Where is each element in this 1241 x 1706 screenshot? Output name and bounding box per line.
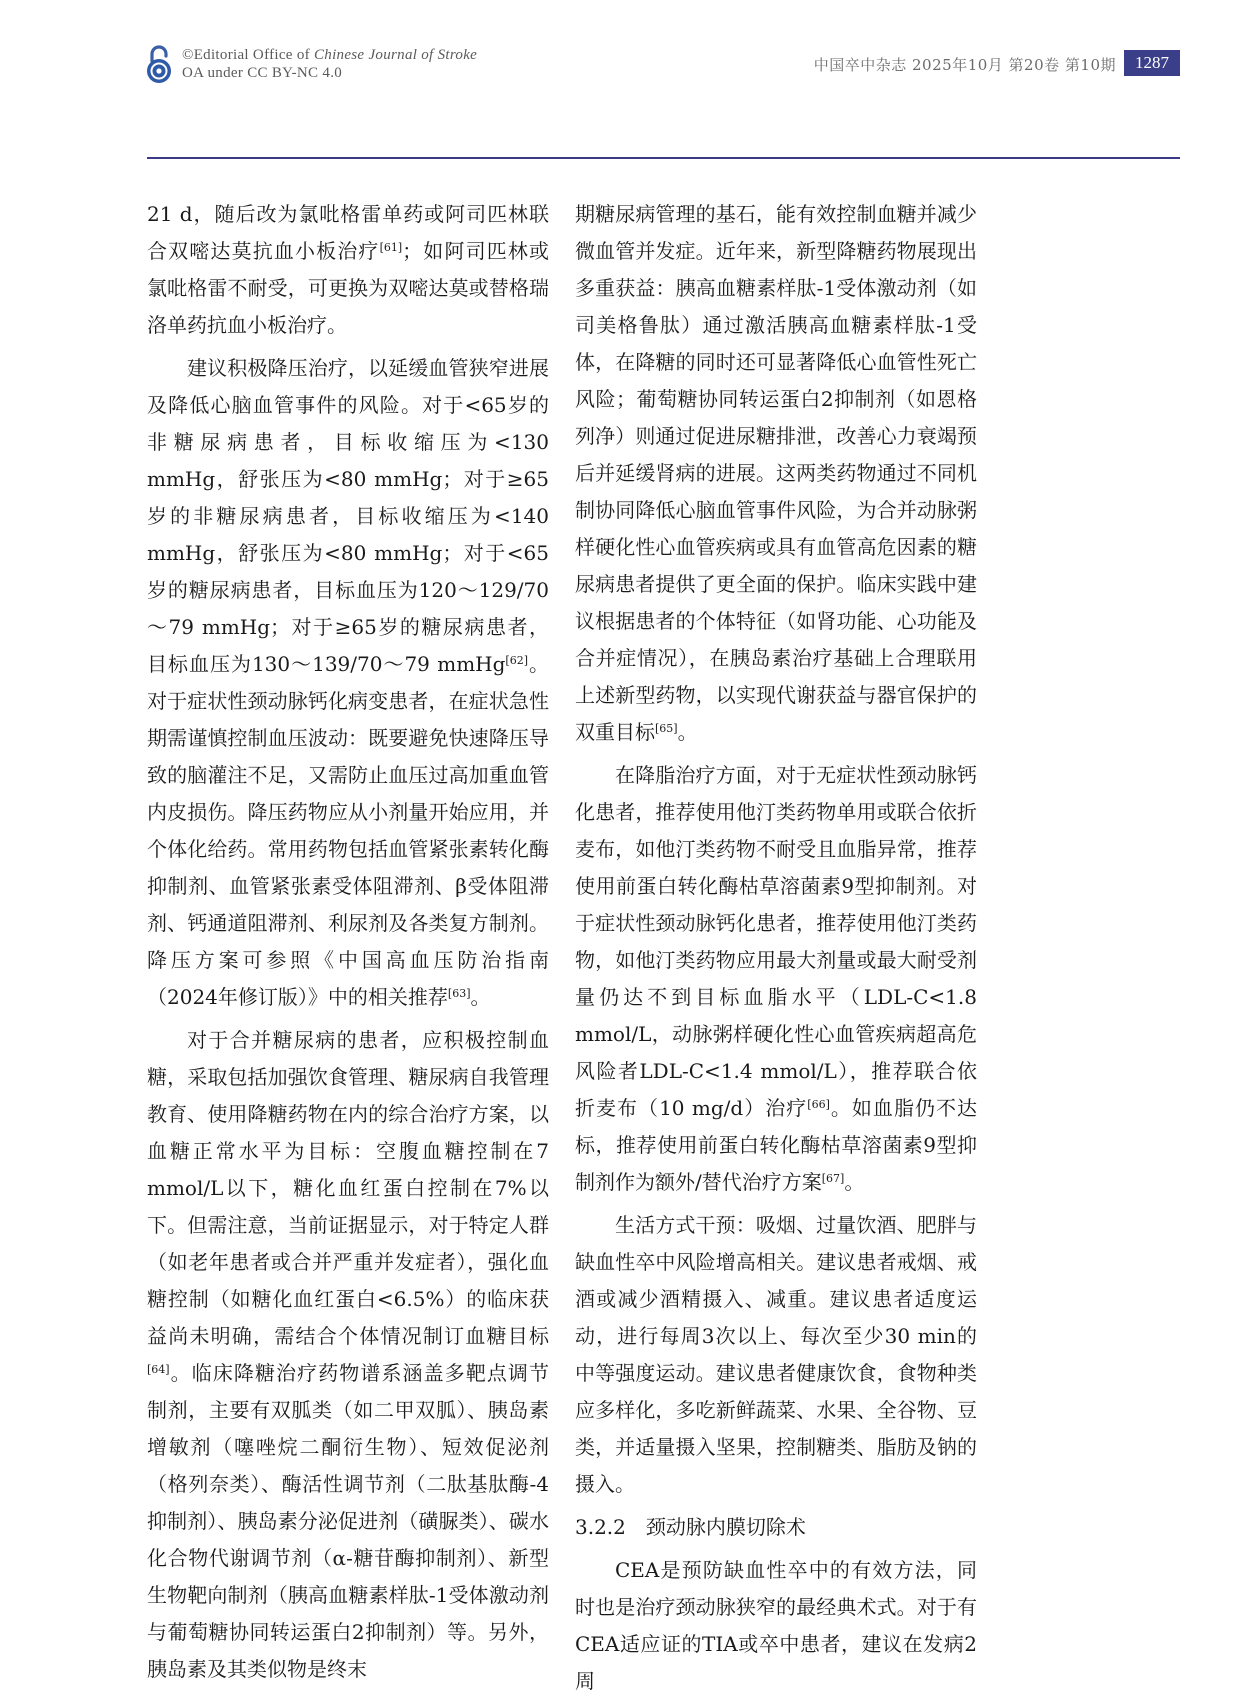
right-column	[575, 196, 977, 1706]
text-run: 建议积极降压治疗，以延缓血管狭窄进展及降低心脑血管事件的风险。对于<65岁的非糖尿病患者，目标收缩压为<130 mmHg，舒张压为<80 mmHg；对于≥65岁的非糖尿病患者，目标收缩压为<140 mmHg，舒张压为<80 mmHg；对于<65岁的糖尿病患者，目标血压为120～129/70～79 mmHg；对于≥65岁的糖尿病患者，目标血压为130～139/70～79 mmHg	[147, 356, 549, 676]
text-run: 。临床降糖治疗药物谱系涵盖多靶点调节制剂，主要有双胍类（如二甲双胍）、胰岛素增敏剂（噻唑烷二酮衍生物）、短效促泌剂（格列奈类）、酶活性调节剂（二肽基肽酶-4抑制剂）、胰岛素分泌促进剂（磺脲类）、碳水化合物代谢调节剂（α-糖苷酶抑制剂）、新型生物靶向制剂（胰高血糖素样肽-1受体激动剂与葡萄糖协同转运蛋白2抑制剂）等。另外，胰岛素及其类似物是终末	[147, 1361, 549, 1681]
section-heading	[575, 1509, 977, 1546]
paragraph	[575, 757, 977, 1201]
header-divider	[147, 157, 1180, 159]
text-run: CEA是预防缺血性卒中的有效方法，同时也是治疗颈动脉狭窄的最经典术式。对于有CEA适应证的TIA或卒中患者，建议在发病2周	[575, 1558, 977, 1693]
citation-ref[interactable]: [64]	[147, 1363, 170, 1376]
license-text: OA under CC BY-NC 4.0	[182, 65, 343, 81]
paragraph	[147, 196, 549, 344]
text-run: 。	[470, 985, 491, 1009]
text-run: 生活方式干预：吸烟、过量饮酒、肥胖与缺血性卒中风险增高相关。建议患者戒烟、戒酒或减少酒精摄入、减重。建议患者适度运动，进行每周3次以上、每次至少30 min的中等强度运动。建议患者健康饮食，食物种类应多样化，多吃新鲜蔬菜、水果、全谷物、豆类，并适量摄入坚果，控制糖类、脂肪及钠的摄入。	[575, 1213, 977, 1496]
paragraph	[147, 350, 549, 1016]
text-run: 。对于症状性颈动脉钙化病变患者，在症状急性期需谨慎控制血压波动：既要避免快速降压导致的脑灌注不足，又需防止血压过高加重血管内皮损伤。降压药物应从小剂量开始应用，并个体化给药。常用药物包括血管紧张素转化酶抑制剂、血管紧张素受体阻滞剂、β受体阻滞剂、钙通道阻滞剂、利尿剂及各类复方制剂。降压方案可参照《中国高血压防治指南（2024年修订版）》中的相关推荐	[147, 652, 550, 1009]
citation-ref[interactable]: [62]	[505, 654, 529, 667]
paragraph	[575, 1552, 977, 1700]
text-run: 3.2.2 颈动脉内膜切除术	[575, 1515, 806, 1539]
left-column	[147, 196, 549, 1694]
text-run: 对于合并糖尿病的患者，应积极控制血糖，采取包括加强饮食管理、糖尿病自我管理教育、使用降糖药物在内的综合治疗方案，以血糖正常水平为目标：空腹血糖控制在7 mmol/L以下，糖化血红蛋白控制在7%以下。但需注意，当前证据显示，对于特定人群（如老年患者或合并严重并发症者），强化血糖控制（如糖化血红蛋白<6.5%）的临床获益尚未明确，需结合个体情况制订血糖目标	[147, 1028, 549, 1348]
copyright-prefix: ©Editorial Office of	[182, 47, 314, 63]
text-run: ；如阿司匹林或氯吡格雷不耐受，可更换为双嘧达莫或替格瑞洛单药抗血小板治疗。	[147, 239, 550, 337]
text-run: 21 d，随后改为氯吡格雷单药或阿司匹林联合双嘧达莫抗血小板治疗	[147, 202, 549, 263]
citation-ref[interactable]: [67]	[821, 1172, 845, 1185]
citation-ref[interactable]: [63]	[447, 987, 471, 1000]
citation-ref[interactable]: [61]	[379, 241, 403, 254]
copyright-notice	[182, 46, 477, 82]
text-run: 。	[677, 720, 698, 744]
citation-ref[interactable]: [65]	[655, 722, 678, 735]
paragraph	[575, 1207, 977, 1503]
journal-info: 中国卒中杂志 2025年10月 第20卷 第10期	[813, 56, 1116, 74]
text-run: 在降脂治疗方面，对于无症状性颈动脉钙化患者，推荐使用他汀类药物单用或联合依折麦布，如他汀类药物不耐受且血脂异常，推荐使用前蛋白转化酶枯草溶菌素9型抑制剂。对于症状性颈动脉钙化患者，推荐使用他汀类药物，如他汀类药物应用最大剂量或最大耐受剂量仍达不到目标血脂水平（LDL-C<1.8 mmol/L，动脉粥样硬化性心血管疾病超高危风险者LDL-C<1.4 mmol/L），推荐联合依折麦布（10 mg/d）治疗	[575, 763, 977, 1120]
page-number-badge: 1287	[1124, 50, 1180, 76]
citation-ref[interactable]: [66]	[807, 1098, 830, 1111]
paragraph	[147, 1022, 549, 1688]
open-access-lock-icon	[144, 44, 174, 84]
text-run: 。如血脂仍不达标，推荐使用前蛋白转化酶枯草溶菌素9型抑制剂作为额外/替代治疗方案	[575, 1096, 977, 1194]
page-header	[144, 44, 1180, 84]
text-run: 期糖尿病管理的基石，能有效控制血糖并减少微血管并发症。近年来，新型降糖药物展现出多重获益：胰高血糖素样肽-1受体激动剂（如司美格鲁肽）通过激活胰高血糖素样肽-1受体，在降糖的同时还可显著降低心血管性死亡风险；葡萄糖协同转运蛋白2抑制剂（如恩格列净）则通过促进尿糖排泄，改善心力衰竭预后并延缓肾病的进展。这两类药物通过不同机制协同降低心脑血管事件风险，为合并动脉粥样硬化性心血管疾病或具有血管高危因素的糖尿病患者提供了更全面的保护。临床实践中建议根据患者的个体特征（如肾功能、心功能及合并症情况），在胰岛素治疗基础上合理联用上述新型药物，以实现代谢获益与器官保护的双重目标	[575, 202, 977, 744]
text-run: 。	[844, 1170, 865, 1194]
paragraph	[575, 196, 977, 751]
journal-name-en: Chinese Journal of Stroke	[313, 47, 478, 63]
